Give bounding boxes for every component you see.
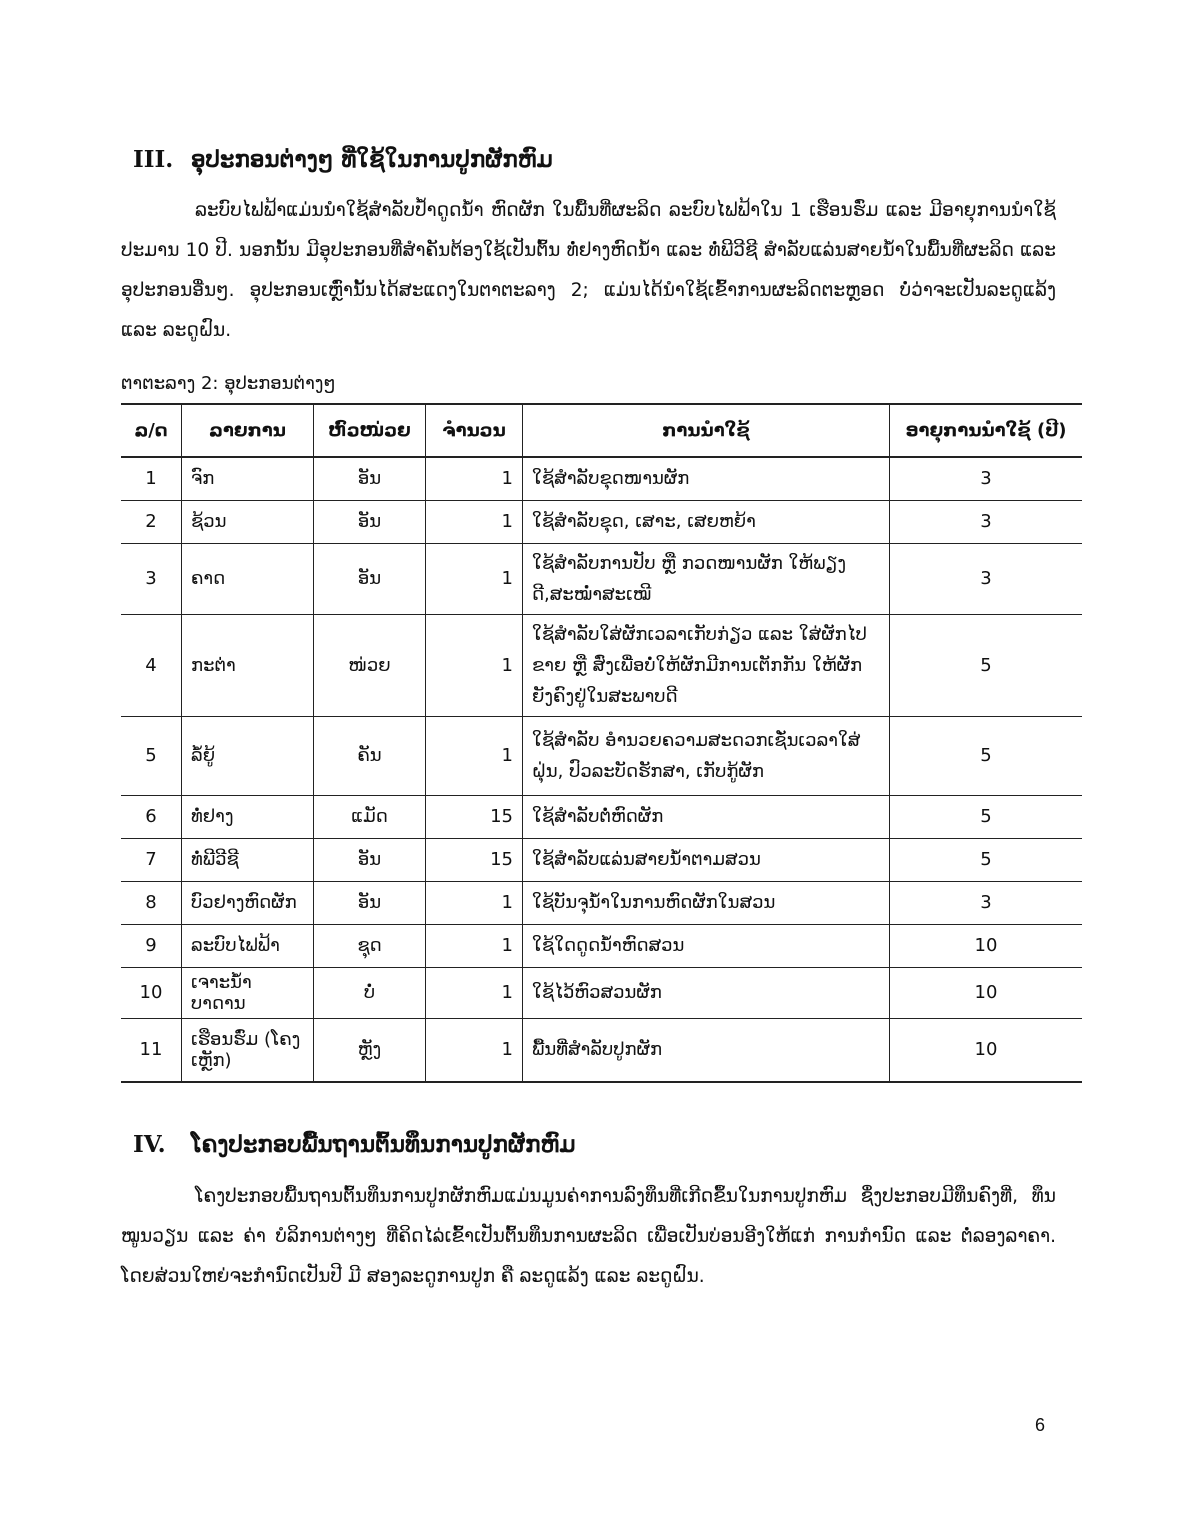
section-3-number: III. bbox=[133, 146, 174, 173]
cell-item: ເຮືອນຮົ່ມ (ໂຄງເຫຼັກ) bbox=[182, 1018, 314, 1082]
cell-qty: 15 bbox=[426, 795, 523, 838]
cell-no: 5 bbox=[121, 716, 182, 795]
cell-unit: ຊຸດ bbox=[314, 924, 426, 967]
table-row bbox=[121, 1018, 1082, 1082]
header-unit: ຫົວໜ່ວຍ bbox=[314, 404, 426, 457]
cell-no: 10 bbox=[121, 967, 182, 1018]
cell-item: ຊ້ວນ bbox=[182, 500, 314, 543]
cell-item: ເຈາະນໍ້າບາດານ bbox=[182, 967, 314, 1018]
cell-qty: 1 bbox=[426, 881, 523, 924]
header-no: ລ/ດ bbox=[121, 404, 182, 457]
cell-item: ຈົກ bbox=[182, 457, 314, 500]
cell-qty: 1 bbox=[426, 967, 523, 1018]
cell-item: ທໍ່ຢາງ bbox=[182, 795, 314, 838]
cell-unit: ແມັດ bbox=[314, 795, 426, 838]
cell-qty: 1 bbox=[426, 924, 523, 967]
cell-use: ໃຊ້ສໍາລັບແລ່ນສາຍນໍ້າຕາມສວນ bbox=[523, 838, 890, 881]
header-item: ລາຍການ bbox=[182, 404, 314, 457]
cell-life: 3 bbox=[890, 457, 1083, 500]
cell-item: ກະຕ່າ bbox=[182, 614, 314, 716]
section-3-heading bbox=[133, 145, 553, 175]
cell-item: ທໍ່ພີວີຊີ bbox=[182, 838, 314, 881]
cell-no: 3 bbox=[121, 543, 182, 614]
cell-unit: ອັນ bbox=[314, 838, 426, 881]
cell-life: 3 bbox=[890, 543, 1083, 614]
header-qty: ຈໍານວນ bbox=[426, 404, 523, 457]
cell-life: 5 bbox=[890, 614, 1083, 716]
cell-no: 8 bbox=[121, 881, 182, 924]
cell-use: ໃຊ້ໄວ້ຫົວສວນຜັກ bbox=[523, 967, 890, 1018]
header-life: ອາຍຸການນໍາໃຊ້ (ປີ) bbox=[890, 404, 1083, 457]
cell-no: 7 bbox=[121, 838, 182, 881]
cell-item: ບົວຢາງຫົດຜັກ bbox=[182, 881, 314, 924]
cell-qty: 15 bbox=[426, 838, 523, 881]
cell-no: 6 bbox=[121, 795, 182, 838]
cell-life: 10 bbox=[890, 1018, 1083, 1082]
cell-no: 11 bbox=[121, 1018, 182, 1082]
section-4-number: IV. bbox=[133, 1131, 166, 1158]
cell-no: 1 bbox=[121, 457, 182, 500]
cell-life: 5 bbox=[890, 838, 1083, 881]
cell-use: ໃຊ້ສໍາລັບຕໍ່ຫົດຜັກ bbox=[523, 795, 890, 838]
cell-life: 10 bbox=[890, 924, 1083, 967]
cell-qty: 1 bbox=[426, 500, 523, 543]
cell-item: ຄາດ bbox=[182, 543, 314, 614]
cell-qty: 1 bbox=[426, 457, 523, 500]
cell-qty: 1 bbox=[426, 716, 523, 795]
section-4-heading bbox=[133, 1130, 576, 1160]
cell-unit: ຫຼັງ bbox=[314, 1018, 426, 1082]
table-row bbox=[121, 457, 1082, 500]
cell-no: 4 bbox=[121, 614, 182, 716]
cell-no: 9 bbox=[121, 924, 182, 967]
cell-life: 3 bbox=[890, 881, 1083, 924]
cell-unit: ອັນ bbox=[314, 543, 426, 614]
cell-use: ໃຊ້ສໍາລັບໃສ່ຜັກເວລາເກັບກ່ຽວ ແລະ ໃສ່ຜັກໄປຂາຍ ຫຼື ສົ່ງເພື່ອບໍ່ໃຫ້ຜັກມີການເຕັກກັນ ໃຫ້ຜັກຍັງຄົງຢູ່ໃນສະພາບດີ bbox=[523, 614, 890, 716]
cell-unit: ຄັນ bbox=[314, 716, 426, 795]
section-3-paragraph: ລະບົບໄຟຟ້າແມ່ນນໍາໃຊ້ສໍາລັບປ້ໍາດູດນໍ້າ ຫົດຜັກ ໃນພື້ນທີ່ຜະລິດ ລະບົບໄຟຟ້າໃນ 1 ເຮືອນຮົ່ມ ແລະ ມີອາຍຸການນໍາໃຊ້ ປະມານ 10 ປີ. ນອກນັ້ນ ມີອຸປະກອນທີ່ສໍາຄັນຕ້ອງໃຊ້ເປັນຕົ້ນ ທໍ່ຢາງຫົດນໍ້າ ແລະ ທໍ່ພີວີຊີ ສໍາລັບແລ່ນສາຍນໍ້າໃນພື້ນທີ່ຜະລິດ ແລະ ອຸປະກອນອື່ນໆ. ອຸປະກອນເຫຼົ່ານັ້ນໄດ້ສະແດງໃນຕາຕະລາງ 2; ແມ່ນໄດ້ນໍາໃຊ້ເຂົ້າການຜະລິດຕະຫຼອດ ບໍ່ວ່າຈະເປັນລະດູແລ້ງ ແລະ ລະດູຝົນ. bbox=[121, 200, 1056, 341]
cell-unit: ອັນ bbox=[314, 500, 426, 543]
cell-use: ໃຊ້ສໍາລັບຂຸດໜານຜັກ bbox=[523, 457, 890, 500]
cell-use: ໃຊ້ສໍາລັບ ອໍານວຍຄວາມສະດວກເຊັ່ນເວລາໃສ່ຝຸ່ນ, ປົວລະບັດຮັກສາ, ເກັບກູ້ຜັກ bbox=[523, 716, 890, 795]
table-row bbox=[121, 881, 1082, 924]
cell-life: 5 bbox=[890, 716, 1083, 795]
section-3-title: ອຸປະກອນຕ່າງໆ ທີ່ໃຊ້ໃນການປູກຜັກຫົມ bbox=[191, 146, 553, 173]
cell-use: ພື້ນທີ່ສໍາລັບປູກຜັກ bbox=[523, 1018, 890, 1082]
cell-life: 3 bbox=[890, 500, 1083, 543]
page-number: 6 bbox=[1035, 1415, 1046, 1435]
cell-use: ໃຊ້ບັນຈຸນໍ້າໃນການຫົດຜັກໃນສວນ bbox=[523, 881, 890, 924]
cell-qty: 1 bbox=[426, 543, 523, 614]
table-row bbox=[121, 967, 1082, 1018]
table-row bbox=[121, 924, 1082, 967]
cell-no: 2 bbox=[121, 500, 182, 543]
section-4-title: ໂຄງປະກອບພື້ນຖານຕົ້ນທຶນການປູກຜັກຫົມ bbox=[191, 1131, 576, 1158]
table-row bbox=[121, 716, 1082, 795]
section-4-paragraph: ໂຄງປະກອບພື້ນຖານຕົ້ນທຶນການປູກຜັກຫົມແມ່ນມູນຄ່າການລົງທຶນທີ່ເກີດຂຶ້ນໃນການປູກຫົມ ຊຶ່ງປະກອບມີທຶນຄົງທີ່, ທຶນໝູນວຽນ ແລະ ຄ່າ ບໍລິການຕ່າງໆ ທີ່ຄິດໄລ່ເຂົ້າເປັນຕົ້ນທຶນການຜະລິດ ເພື່ອເປັນບ່ອນອີງໃຫ້ແກ່ ການກໍານົດ ແລະ ຕໍ່ລອງລາຄາ. ໂດຍສ່ວນໃຫຍ່ຈະກໍານົດເປັນປີ ມີ ສອງລະດູການປູກ ຄື ລະດູແລ້ງ ແລະ ລະດູຝົນ. bbox=[121, 1186, 1056, 1287]
cell-unit: ອັນ bbox=[314, 881, 426, 924]
cell-use: ໃຊ້ໃດດູດນໍ້າຫົດສວນ bbox=[523, 924, 890, 967]
table-row bbox=[121, 543, 1082, 614]
table-row bbox=[121, 795, 1082, 838]
cell-use: ໃຊ້ສໍາລັບຂຸດ, ເສາະ, ເສຍຫຍ້າ bbox=[523, 500, 890, 543]
equipment-table bbox=[121, 403, 1082, 1083]
cell-qty: 1 bbox=[426, 614, 523, 716]
cell-unit: ໜ່ວຍ bbox=[314, 614, 426, 716]
cell-use: ໃຊ້ສໍາລັບການປັບ ຫຼື ກວດໜານຜັກ ໃຫ້ພຽງດີ,ສະໝໍ່າສະເໝີ bbox=[523, 543, 890, 614]
cell-item: ລະບົບໄຟຟ້າ bbox=[182, 924, 314, 967]
table-row bbox=[121, 500, 1082, 543]
cell-qty: 1 bbox=[426, 1018, 523, 1082]
cell-life: 5 bbox=[890, 795, 1083, 838]
section-4-paragraph-block bbox=[121, 1177, 1056, 1297]
table-row bbox=[121, 838, 1082, 881]
cell-unit: ບໍ່ bbox=[314, 967, 426, 1018]
cell-unit: ອັນ bbox=[314, 457, 426, 500]
cell-item: ລໍ້ຍູ້ bbox=[182, 716, 314, 795]
table-caption: ຕາຕະລາງ 2: ອຸປະກອນຕ່າງໆ bbox=[121, 373, 336, 394]
table-header-row bbox=[121, 404, 1082, 457]
section-3-paragraph-block bbox=[121, 191, 1056, 351]
table-row bbox=[121, 614, 1082, 716]
cell-life: 10 bbox=[890, 967, 1083, 1018]
header-use: ການນໍາໃຊ້ bbox=[523, 404, 890, 457]
